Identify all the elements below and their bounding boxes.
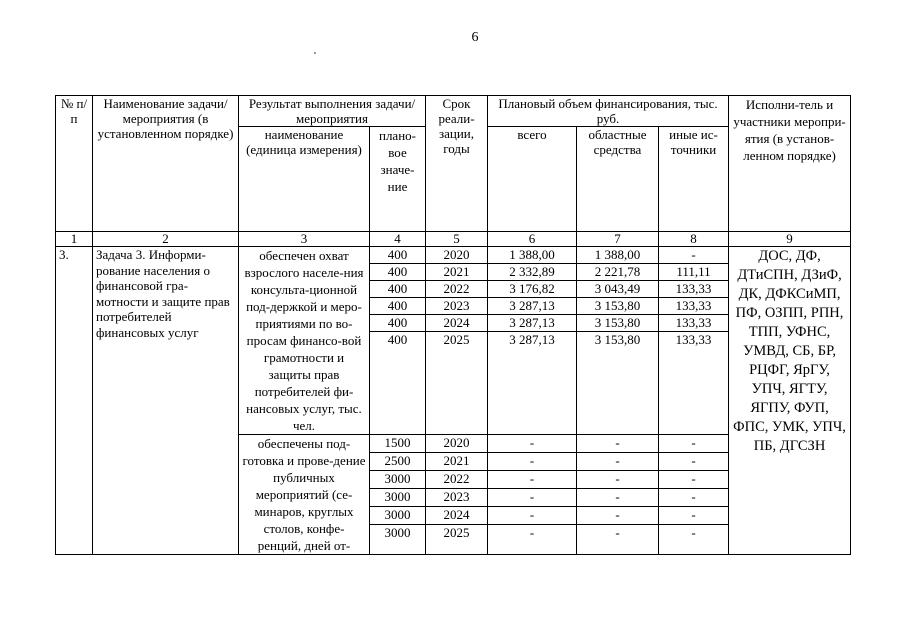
- plan-value: 400: [370, 332, 426, 435]
- program-table: [55, 95, 851, 555]
- task-name: Задача 3. Информи-рование населения о финансовой гра-мотности и защите прав потребителей финансовых услуг: [93, 247, 239, 555]
- finance-total: -: [488, 507, 577, 525]
- finance-regional: -: [577, 471, 659, 489]
- column-number: 8: [659, 232, 729, 247]
- header-fin-total: всего: [488, 127, 577, 232]
- finance-other: -: [659, 489, 729, 507]
- finance-total: -: [488, 453, 577, 471]
- finance-regional: 3 153,80: [577, 298, 659, 315]
- scan-speck: [314, 52, 316, 54]
- finance-total: 3 287,13: [488, 315, 577, 332]
- header-num: № п/п: [56, 96, 93, 232]
- year: 2022: [426, 281, 488, 298]
- column-number: 4: [370, 232, 426, 247]
- plan-value: 3000: [370, 471, 426, 489]
- executors: ДОС, ДФ, ДТиСПН, ДЗиФ, ДК, ДФКСиМП, ПФ, ОЗПП, РПН, ТПП, УФНС, УМВД, СБ, БР, РЦФГ, ЯрГУ, УПЧ, ЯГТУ, ЯГПУ, ФУП, ФПС, УМК, УПЧ, ПБ, ДГСЗН: [729, 247, 851, 555]
- finance-other: -: [659, 435, 729, 453]
- finance-total: 2 332,89: [488, 264, 577, 281]
- finance-total: 3 287,13: [488, 332, 577, 435]
- finance-other: 133,33: [659, 281, 729, 298]
- plan-value: 3000: [370, 507, 426, 525]
- column-number-row: [56, 232, 851, 247]
- finance-regional: 3 153,80: [577, 315, 659, 332]
- column-number: 1: [56, 232, 93, 247]
- task-number: 3.: [56, 247, 93, 555]
- plan-value: 400: [370, 247, 426, 264]
- header-task: Наименование задачи/мероприятия (в установленном порядке): [93, 96, 239, 232]
- indicator-name: обеспечен охват взрослого населе-ния консульта-ционной под-держкой и меро-приятиями по во-просам финансо-вой грамотности и защиты прав потребителей фи-нансовых услуг, тыс. чел.: [239, 247, 370, 435]
- year: 2020: [426, 247, 488, 264]
- finance-regional: -: [577, 525, 659, 555]
- finance-other: 133,33: [659, 298, 729, 315]
- finance-regional: -: [577, 435, 659, 453]
- finance-other: -: [659, 453, 729, 471]
- finance-other: 111,11: [659, 264, 729, 281]
- finance-other: -: [659, 247, 729, 264]
- plan-value: 3000: [370, 489, 426, 507]
- header-result-plan: плано-вое значе-ние: [370, 127, 426, 232]
- finance-total: 3 176,82: [488, 281, 577, 298]
- column-number: 2: [93, 232, 239, 247]
- plan-value: 3000: [370, 525, 426, 555]
- year: 2023: [426, 489, 488, 507]
- plan-value: 400: [370, 281, 426, 298]
- year: 2025: [426, 332, 488, 435]
- year: 2021: [426, 453, 488, 471]
- header-fin-other: иные ис-точники: [659, 127, 729, 232]
- table-row: [56, 247, 851, 264]
- finance-other: 133,33: [659, 315, 729, 332]
- header-fin-regional: областные средства: [577, 127, 659, 232]
- plan-value: 2500: [370, 453, 426, 471]
- finance-other: 133,33: [659, 332, 729, 435]
- year: 2021: [426, 264, 488, 281]
- finance-regional: -: [577, 507, 659, 525]
- indicator-name: обеспечены под-готовка и прове-дение публичных мероприятий (се-минаров, круглых столов, конфе-ренций, дней от-: [239, 435, 370, 555]
- year: 2020: [426, 435, 488, 453]
- finance-total: -: [488, 525, 577, 555]
- plan-value: 400: [370, 264, 426, 281]
- plan-value: 400: [370, 315, 426, 332]
- header-finance: Плановый объем финансирования, тыс. руб.: [488, 96, 729, 127]
- column-number: 6: [488, 232, 577, 247]
- finance-total: -: [488, 435, 577, 453]
- finance-total: -: [488, 471, 577, 489]
- column-number: 9: [729, 232, 851, 247]
- header-executor: Исполни-тель и участники меропри-ятия (в установ-ленном порядке): [729, 96, 851, 232]
- finance-regional: 2 221,78: [577, 264, 659, 281]
- page-number: 6: [471, 30, 479, 45]
- header-term: Срок реали-зации, годы: [426, 96, 488, 232]
- finance-other: -: [659, 471, 729, 489]
- year: 2024: [426, 315, 488, 332]
- finance-regional: -: [577, 453, 659, 471]
- finance-regional: -: [577, 489, 659, 507]
- finance-other: -: [659, 507, 729, 525]
- header-result: Результат выполнения задачи/мероприятия: [239, 96, 426, 127]
- column-number: 3: [239, 232, 370, 247]
- header-result-name: наименование (единица измерения): [239, 127, 370, 232]
- year: 2025: [426, 525, 488, 555]
- finance-regional: 1 388,00: [577, 247, 659, 264]
- finance-total: -: [488, 489, 577, 507]
- finance-regional: 3 153,80: [577, 332, 659, 435]
- column-number: 5: [426, 232, 488, 247]
- finance-regional: 3 043,49: [577, 281, 659, 298]
- finance-total: 3 287,13: [488, 298, 577, 315]
- finance-total: 1 388,00: [488, 247, 577, 264]
- year: 2022: [426, 471, 488, 489]
- year: 2024: [426, 507, 488, 525]
- finance-other: -: [659, 525, 729, 555]
- column-number: 7: [577, 232, 659, 247]
- plan-value: 400: [370, 298, 426, 315]
- header-row-1: [56, 96, 851, 127]
- plan-value: 1500: [370, 435, 426, 453]
- year: 2023: [426, 298, 488, 315]
